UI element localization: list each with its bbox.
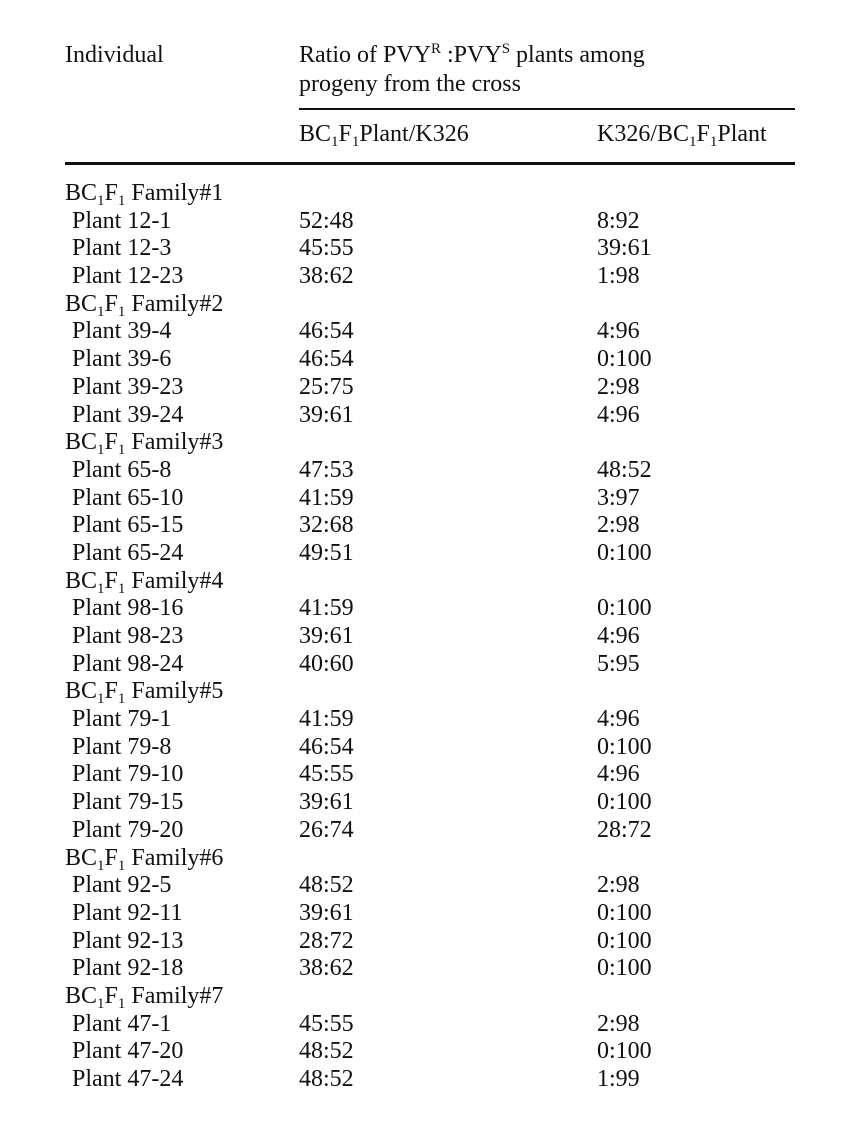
- ratio-bc1f1-x-k326: 41:59: [299, 484, 354, 511]
- table-row: [0, 318, 860, 346]
- plant-name: Plant 92-5: [72, 872, 172, 899]
- ratio-sup-s: S: [501, 41, 511, 57]
- ratio-k326-x-bc1f1: 8:92: [597, 207, 640, 234]
- table-row: [0, 235, 860, 263]
- plant-name: Plant 12-3: [72, 235, 172, 262]
- table-row: [0, 1066, 860, 1094]
- table-row: [0, 595, 860, 623]
- family-row: [0, 429, 860, 457]
- table-row: [0, 540, 860, 568]
- plant-name: Plant 92-11: [72, 899, 183, 926]
- ratio-bc1f1-x-k326: 32:68: [299, 512, 354, 539]
- table-row: [0, 955, 860, 983]
- ratio-k326-x-bc1f1: 0:100: [597, 595, 652, 622]
- plant-name: Plant 39-6: [72, 346, 172, 373]
- plant-name: Plant 79-20: [72, 816, 184, 843]
- plant-name: Plant 92-13: [72, 927, 184, 954]
- table-row: [0, 208, 860, 236]
- ratio-k326-x-bc1f1: 4:96: [597, 623, 640, 649]
- plant-name: Plant 79-1: [72, 706, 172, 733]
- plant-name: Plant 65-24: [72, 539, 184, 566]
- ratio-k326-x-bc1f1: 0:100: [597, 899, 652, 926]
- ratio-k326-x-bc1f1: 4:96: [597, 401, 640, 428]
- ratio-bc1f1-x-k326: 39:61: [299, 899, 354, 926]
- ratio-bc1f1-x-k326: 49:51: [299, 539, 354, 566]
- table-row: [0, 512, 860, 540]
- family-label: $BC_1F_1$ Family#6: [65, 844, 224, 874]
- plant-name: Plant 65-10: [72, 484, 184, 511]
- ratio-k326-x-bc1f1: 5:95: [597, 650, 640, 677]
- column-header-ratio: [299, 41, 645, 69]
- ratio-bc1f1-x-k326: 46:54: [299, 346, 354, 373]
- table-row: [0, 734, 860, 762]
- ratio-bc1f1-x-k326: 46:54: [299, 318, 354, 345]
- table-row: [0, 1038, 860, 1066]
- ratio-bc1f1-x-k326: 28:72: [299, 927, 354, 954]
- ratio-prefix: Ratio of PVY: [299, 42, 431, 68]
- ratio-bc1f1-x-k326: 45:55: [299, 761, 354, 788]
- ratio-bc1f1-x-k326: 38:62: [299, 955, 354, 982]
- family-row: [0, 291, 860, 319]
- ratio-bc1f1-x-k326: 41:59: [299, 595, 354, 622]
- plant-name: Plant 92-18: [72, 955, 184, 982]
- plant-name: Plant 39-23: [72, 373, 184, 400]
- table-row: [0, 789, 860, 817]
- table-row: [0, 402, 860, 430]
- family-row: [0, 678, 860, 706]
- table-row: [0, 651, 860, 679]
- ratio-sup-r: R: [431, 41, 442, 57]
- column-header-individual: Individual: [65, 42, 164, 68]
- ratio-bc1f1-x-k326: 48:52: [299, 872, 354, 899]
- plant-name: Plant 79-10: [72, 761, 184, 788]
- ratio-k326-x-bc1f1: 3:97: [597, 484, 640, 511]
- ratio-bc1f1-x-k326: 45:55: [299, 1010, 354, 1037]
- column-header-ratio-line2: progeny from the cross: [299, 71, 521, 97]
- ratio-k326-x-bc1f1: 2:98: [597, 1010, 640, 1037]
- plant-name: Plant 39-24: [72, 401, 184, 428]
- plant-name: Plant 98-16: [72, 595, 184, 622]
- ratio-bc1f1-x-k326: 52:48: [299, 207, 354, 234]
- table-row: [0, 872, 860, 900]
- plant-name: Plant 12-23: [72, 263, 184, 290]
- ratio-k326-x-bc1f1: 2:98: [597, 512, 640, 539]
- family-row: [0, 845, 860, 873]
- plant-name: Plant 47-20: [72, 1038, 184, 1065]
- family-label: $BC_1F_1$ Family#4: [65, 567, 224, 597]
- table-row: [0, 485, 860, 513]
- family-row: [0, 180, 860, 208]
- table-row: [0, 623, 860, 651]
- table-row: [0, 817, 860, 845]
- ratio-bc1f1-x-k326: 48:52: [299, 1038, 354, 1065]
- plant-name: Plant 98-24: [72, 650, 184, 677]
- ratio-k326-x-bc1f1: 0:100: [597, 346, 652, 373]
- ratio-bc1f1-x-k326: 26:74: [299, 816, 354, 843]
- ratio-k326-x-bc1f1: 2:98: [597, 373, 640, 400]
- family-row: [0, 568, 860, 596]
- plant-name: Plant 47-24: [72, 1066, 184, 1092]
- subheader-bc1f1-x-k326: $BC_1F_1Plant/K326$: [299, 121, 469, 150]
- ratio-k326-x-bc1f1: 4:96: [597, 761, 640, 788]
- table-row: [0, 761, 860, 789]
- ratio-bc1f1-x-k326: 39:61: [299, 401, 354, 428]
- table-row: [0, 346, 860, 374]
- ratio-k326-x-bc1f1: 28:72: [597, 816, 652, 843]
- plant-name: Plant 47-1: [72, 1010, 172, 1037]
- ratio-bc1f1-x-k326: 48:52: [299, 1066, 354, 1092]
- plant-name: Plant 12-1: [72, 207, 172, 234]
- table-row: [0, 374, 860, 402]
- ratio-mid: :PVY: [441, 42, 502, 68]
- ratio-k326-x-bc1f1: 0:100: [597, 539, 652, 566]
- ratio-k326-x-bc1f1: 0:100: [597, 927, 652, 954]
- ratio-bc1f1-x-k326: 41:59: [299, 706, 354, 733]
- plant-name: Plant 79-15: [72, 789, 184, 816]
- table-row: [0, 457, 860, 485]
- ratio-bc1f1-x-k326: 38:62: [299, 263, 354, 290]
- ratio-k326-x-bc1f1: 39:61: [597, 235, 652, 262]
- ratio-k326-x-bc1f1: 0:100: [597, 789, 652, 816]
- ratio-suffix: plants among: [510, 42, 645, 68]
- plant-name: Plant 98-23: [72, 623, 184, 649]
- table-row: [0, 900, 860, 928]
- plant-name: Plant 65-8: [72, 456, 172, 483]
- plant-name: Plant 79-8: [72, 733, 172, 760]
- family-label: $BC_1F_1$ Family#7: [65, 982, 224, 1012]
- family-row: [0, 983, 860, 1011]
- ratio-k326-x-bc1f1: 4:96: [597, 318, 640, 345]
- ratio-bc1f1-x-k326: 46:54: [299, 733, 354, 760]
- ratio-bc1f1-x-k326: 45:55: [299, 235, 354, 262]
- ratio-k326-x-bc1f1: 0:100: [597, 733, 652, 760]
- subheader-k326-x-bc1f1: $K326/BC_1F_1Plant$: [597, 121, 767, 150]
- ratio-k326-x-bc1f1: 2:98: [597, 872, 640, 899]
- table-row: [0, 1011, 860, 1039]
- table-body: [0, 180, 860, 1094]
- family-label: $BC_1F_1$ Family#1: [65, 180, 224, 209]
- ratio-bc1f1-x-k326: 40:60: [299, 650, 354, 677]
- ratio-k326-x-bc1f1: 48:52: [597, 456, 652, 483]
- table-row: [0, 263, 860, 291]
- ratio-bc1f1-x-k326: 39:61: [299, 789, 354, 816]
- table-row: [0, 928, 860, 956]
- plant-name: Plant 65-15: [72, 512, 184, 539]
- family-label: $BC_1F_1$ Family#5: [65, 678, 224, 708]
- table-row: [0, 706, 860, 734]
- ratio-bc1f1-x-k326: 39:61: [299, 623, 354, 649]
- ratio-bc1f1-x-k326: 25:75: [299, 373, 354, 400]
- ratio-k326-x-bc1f1: 1:99: [597, 1066, 640, 1092]
- ratio-bc1f1-x-k326: 47:53: [299, 456, 354, 483]
- ratio-k326-x-bc1f1: 0:100: [597, 955, 652, 982]
- family-label: $BC_1F_1$ Family#3: [65, 429, 224, 459]
- ratio-k326-x-bc1f1: 4:96: [597, 706, 640, 733]
- header-rule-full: [65, 162, 795, 165]
- ratio-k326-x-bc1f1: 0:100: [597, 1038, 652, 1065]
- ratio-k326-x-bc1f1: 1:98: [597, 263, 640, 290]
- plant-name: Plant 39-4: [72, 318, 172, 345]
- family-label: $BC_1F_1$ Family#2: [65, 290, 224, 320]
- header-rule-partial: [299, 108, 795, 110]
